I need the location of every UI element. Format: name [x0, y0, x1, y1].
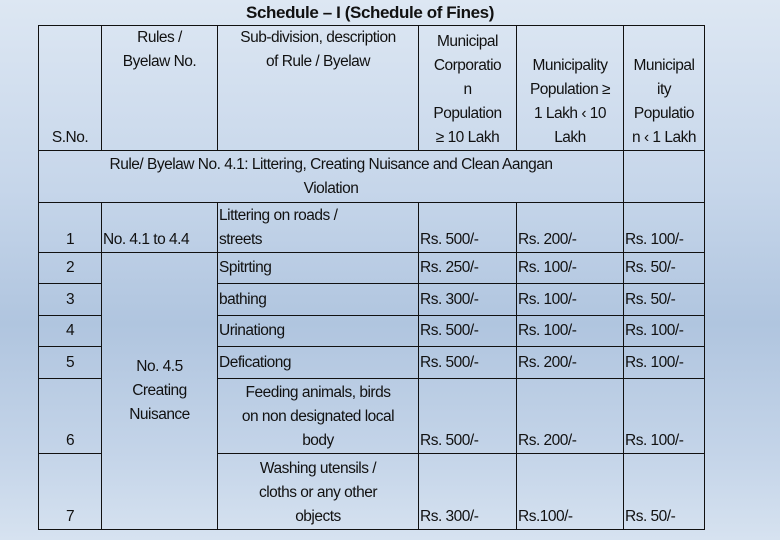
cell-line: Rs. 500/- [420, 353, 479, 371]
cell-line: Littering on roads / [219, 207, 338, 224]
fine-municipality [517, 284, 624, 316]
description-cell [218, 203, 419, 253]
cell-line: Rs. 200/- [518, 432, 577, 449]
header-line: of Rule / Byelaw [266, 53, 370, 70]
cell-line: Nuisance [129, 406, 190, 423]
cell-line: Rs. 100/- [518, 322, 577, 339]
header-line: Municipal [633, 57, 695, 74]
cell-line: objects [295, 508, 341, 525]
cell-line: streets [219, 231, 263, 248]
cell-line: Washing utensils / [259, 460, 377, 477]
cell-line: Rs. 300/- [420, 290, 479, 308]
cell-line: Rs. 50/- [625, 290, 676, 308]
fine-small-municipality [624, 253, 705, 284]
fine-municipality [517, 454, 624, 530]
sno-cell [39, 284, 102, 316]
cell-line: Rs. 500/- [420, 322, 479, 339]
header-line: Byelaw No. [122, 53, 197, 70]
cell-line: No. 4.1 to 4.4 [103, 231, 190, 248]
rule-cell [102, 253, 218, 530]
table-row [39, 253, 705, 284]
fine-municipality [517, 316, 624, 347]
cell-line: body [302, 432, 334, 449]
header-line: Population ≥ [529, 81, 611, 98]
cell-line: Rs. 100/- [625, 231, 684, 248]
fine-small-municipality [624, 347, 705, 379]
header-description [218, 26, 419, 151]
cell-line: 3 [65, 290, 75, 308]
cell-line: cloths or any other [258, 484, 377, 501]
cell-line: Rs. 250/- [420, 259, 479, 276]
cell-line: Rs. 200/- [518, 231, 577, 248]
header-line: Populatio [633, 105, 695, 122]
cell-line: Rs. 100/- [625, 353, 684, 371]
description-cell [218, 347, 419, 379]
cell-line: Urinationg [219, 322, 285, 339]
rule-cell [102, 203, 218, 253]
fine-municipality [517, 347, 624, 379]
header-sno: S.No. [39, 26, 102, 151]
cell-line: bathing [219, 290, 267, 308]
fine-corporation [419, 284, 517, 316]
sno-cell [39, 253, 102, 284]
cell-line: Rs. 200/- [518, 353, 577, 371]
fines-table [38, 25, 705, 530]
cell-line: Deficationg [219, 353, 292, 371]
header-row [39, 26, 705, 151]
header-small-municipality [624, 26, 705, 151]
empty-cell [624, 151, 705, 203]
cell-line: Rs. 100/- [625, 432, 684, 449]
header-line: Rules / [137, 29, 182, 46]
fine-municipality [517, 253, 624, 284]
cell-line: 4 [65, 322, 75, 339]
sno-cell [39, 347, 102, 379]
fine-municipality [517, 379, 624, 454]
header-line: Corporatio [433, 57, 502, 74]
cell-line: Rs. 100/- [625, 322, 684, 339]
fine-small-municipality [624, 454, 705, 530]
sno-cell [39, 203, 102, 253]
description-cell [218, 454, 419, 530]
table-row [39, 203, 705, 253]
cell-line: on non designated local [241, 408, 395, 425]
sno-cell [39, 379, 102, 454]
fine-corporation [419, 379, 517, 454]
fine-corporation [419, 316, 517, 347]
section-row [39, 151, 705, 203]
cell-line: Rs. 100/- [518, 290, 577, 308]
fine-corporation [419, 203, 517, 253]
section-title [39, 151, 624, 203]
header-line: n [463, 81, 472, 98]
section-line: Violation [303, 179, 359, 197]
header-line: ity [657, 81, 671, 98]
cell-line: Rs. 500/- [420, 432, 479, 449]
cell-line: Rs. 100/- [518, 259, 577, 276]
cell-line: Rs. 500/- [420, 231, 479, 248]
header-line: Municipality [532, 57, 608, 74]
cell-line: Rs. 300/- [420, 508, 479, 525]
page-title: Schedule – I (Schedule of Fines) [246, 3, 494, 22]
header-municipality [517, 26, 624, 151]
cell-line: 5 [65, 353, 75, 371]
header-line: Municipal [437, 33, 498, 50]
cell-line: Creating [132, 382, 187, 399]
header-rules [102, 26, 218, 151]
cell-line: 1 [65, 231, 75, 248]
fine-municipality [517, 203, 624, 253]
fine-small-municipality [624, 284, 705, 316]
sno-cell [39, 316, 102, 347]
cell-line: Spitrting [219, 259, 272, 276]
fine-small-municipality [624, 316, 705, 347]
cell-line: Rs.100/- [518, 508, 573, 525]
header-line: Lakh [554, 129, 586, 146]
cell-line: No. 4.5 [136, 358, 183, 375]
fine-small-municipality [624, 379, 705, 454]
cell-line: Rs. 50/- [625, 508, 676, 525]
cell-line: 6 [65, 432, 75, 449]
header-line: 1 Lakh ‹ 10 [533, 105, 607, 122]
fine-corporation [419, 454, 517, 530]
header-line: n ‹ 1 Lakh [632, 129, 696, 146]
header-line: Sub-division, description [240, 29, 396, 46]
fine-small-municipality [624, 203, 705, 253]
fine-corporation [419, 253, 517, 284]
cell-line: 2 [65, 259, 75, 276]
cell-line: Feeding animals, birds [245, 384, 391, 401]
description-cell [218, 379, 419, 454]
description-cell [218, 284, 419, 316]
cell-line: 7 [65, 508, 75, 525]
description-cell [218, 316, 419, 347]
header-line: Population [433, 105, 502, 122]
description-cell [218, 253, 419, 284]
header-corporation [419, 26, 517, 151]
cell-line: Rs. 50/- [625, 259, 676, 276]
sno-cell [39, 454, 102, 530]
header-line: ≥ 10 Lakh [435, 129, 500, 146]
fine-corporation [419, 347, 517, 379]
section-line: Rule/ Byelaw No. 4.1: Littering, Creating Nuisance and Clean Aangan [109, 155, 553, 173]
